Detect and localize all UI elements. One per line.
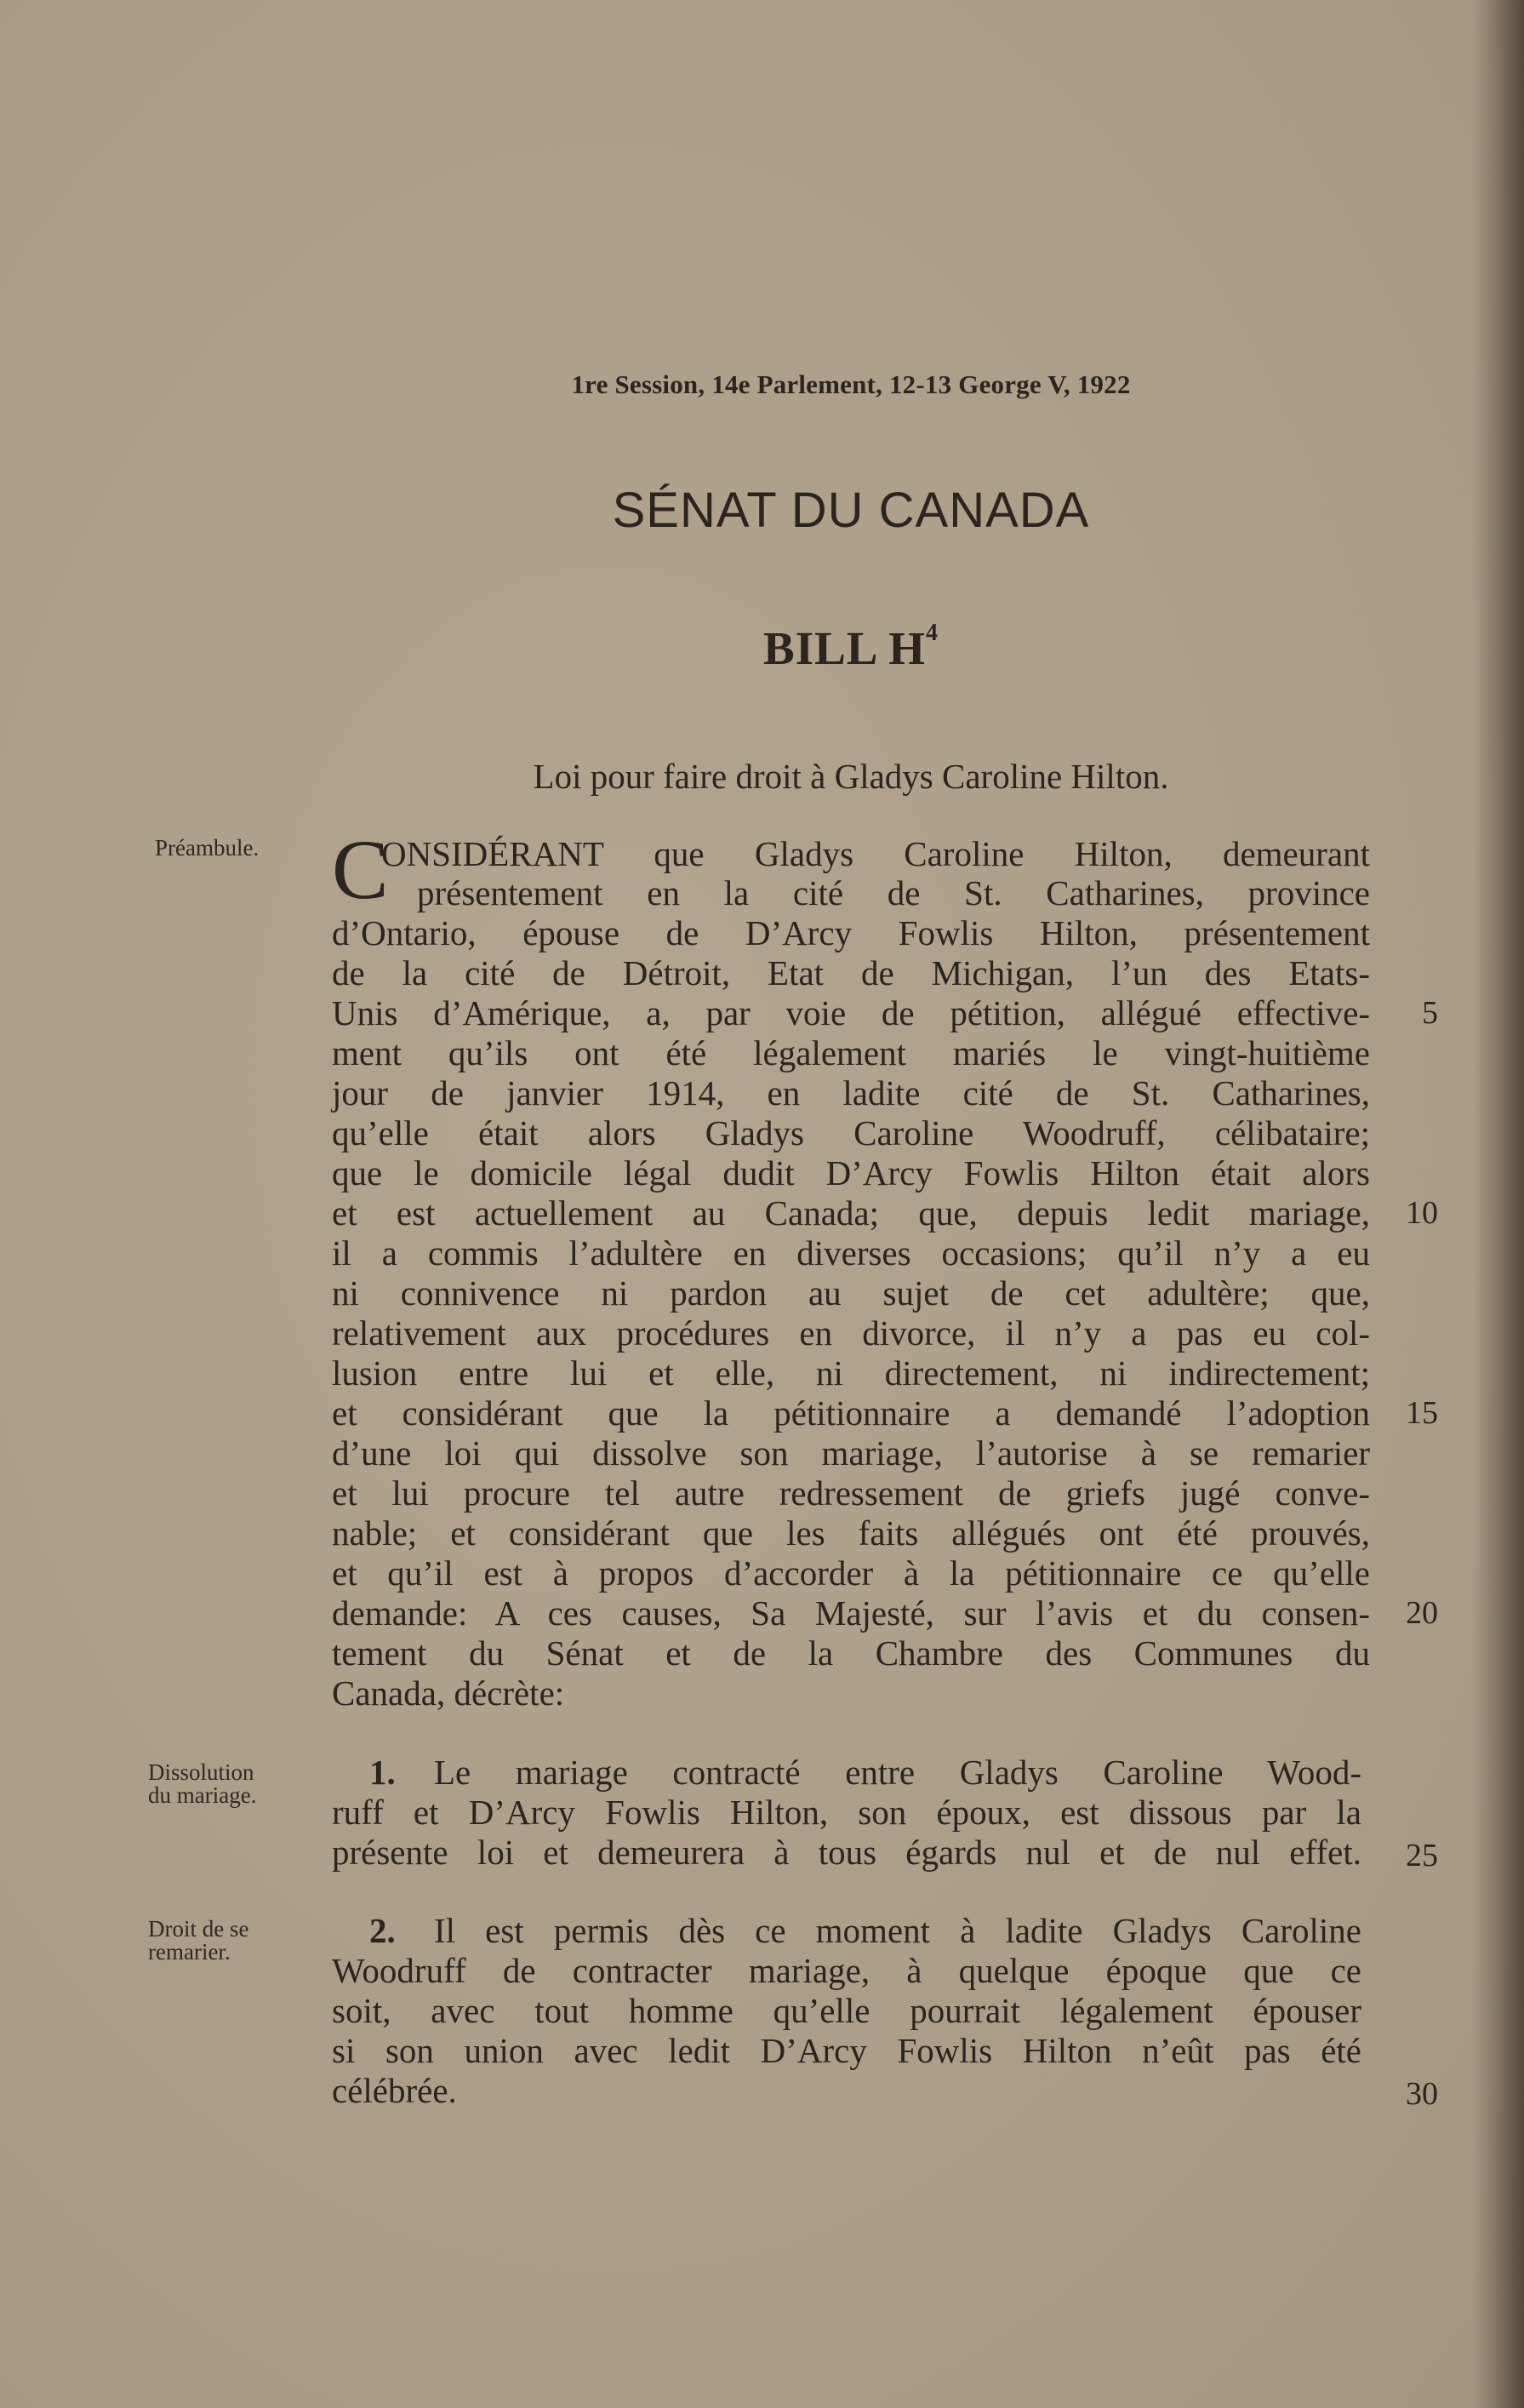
section-2-line: Il est permis dès ce moment à ladite Gladys Caroline [434, 1911, 1361, 1950]
section-2-line: célébrée. [332, 2071, 457, 2110]
section-1-line: ruff et D’Arcy Fowlis Hilton, son époux, est dissous par la [332, 1793, 1361, 1832]
preamble-line: de la cité de Détroit, Etat de Michigan, l’un des Etats- [332, 953, 1370, 992]
preamble-line: nable; et considérant que les faits allégués ont été prouvés, [332, 1513, 1370, 1553]
preamble-line: présentement en la cité de St. Catharines, province [417, 873, 1370, 912]
preamble-line: Canada, décrète: [332, 1673, 565, 1713]
preamble-line: et est actuellement au Canada; que, depuis ledit mariage, [332, 1193, 1370, 1233]
section-1-number: 1. [369, 1753, 396, 1792]
line-number: 10 [1406, 1195, 1438, 1231]
section-1-line: présente loi et demeurera à tous égards nul et de nul effet. [332, 1833, 1361, 1872]
section-2-line: Woodruff de contracter mariage, à quelque époque que ce [332, 1951, 1361, 1990]
preamble-line: d’Ontario, épouse de D’Arcy Fowlis Hilton, présentement [332, 913, 1370, 952]
section-2-number: 2. [369, 1911, 396, 1950]
bill-title-superscript: 4 [925, 620, 939, 646]
bill-title-main: BILL H [763, 622, 926, 674]
line-number: 5 [1422, 995, 1438, 1031]
margin-note-dissolution-line1: Dissolution [148, 1759, 254, 1785]
preamble-line: demande: A ces causes, Sa Majesté, sur l’avis et du consen- [332, 1593, 1370, 1633]
preamble-line: tement du Sénat et de la Chambre des Communes du [332, 1633, 1370, 1673]
preamble-line: relativement aux procédures en divorce, il n’y a pas eu col- [332, 1313, 1370, 1353]
bill-subtitle: Loi pour faire droit à Gladys Caroline Hilton. [533, 757, 1169, 796]
section-2-line: si son union avec ledit D’Arcy Fowlis Hilton n’eût pas été [332, 2031, 1361, 2070]
margin-note-remarry-line1: Droit de se [148, 1916, 249, 1942]
line-number: 15 [1406, 1395, 1438, 1431]
margin-note-dissolution-line2: du mariage. [148, 1782, 257, 1808]
preamble-line: ONSIDÉRANT que Gladys Caroline Hilton, demeurant [381, 834, 1370, 873]
margin-note-preamble: Préambule. [155, 835, 260, 861]
preamble-line: jour de janvier 1914, en ladite cité de St. Catharines, [332, 1073, 1370, 1112]
preamble-line: lusion entre lui et elle, ni directement, ni indirectement; [332, 1353, 1370, 1393]
section-2-line: soit, avec tout homme qu’elle pourrait légalement épouser [332, 1991, 1361, 2030]
preamble-line: qu’elle était alors Gladys Caroline Woodruff, célibataire; [332, 1113, 1370, 1153]
preamble-line: d’une loi qui dissolve son mariage, l’autorise à se remarier [332, 1433, 1370, 1473]
preamble-line: que le domicile légal dudit D’Arcy Fowlis Hilton était alors [332, 1153, 1370, 1193]
line-number: 30 [1406, 2076, 1438, 2112]
line-number: 20 [1406, 1595, 1438, 1631]
line-number: 25 [1406, 1838, 1438, 1873]
preamble-line: ment qu’ils ont été légalement mariés le vingt-huitième [332, 1033, 1370, 1072]
bill-title [0, 621, 1524, 675]
page-edge-shadow [1473, 0, 1524, 2408]
session-heading: 1re Session, 14e Parlement, 12-13 George V, 1922 [571, 369, 1131, 399]
preamble-line: Unis d’Amérique, a, par voie de pétition, allégué effective- [332, 993, 1370, 1032]
preamble-drop-cap: C [332, 822, 389, 917]
preamble-line: et qu’il est à propos d’accorder à la pétitionnaire ce qu’elle [332, 1553, 1370, 1593]
margin-note-remarry-line2: remarier. [148, 1939, 231, 1965]
preamble-line: et lui procure tel autre redressement de griefs jugé conve- [332, 1473, 1370, 1513]
section-1-line: Le mariage contracté entre Gladys Caroline Wood- [434, 1753, 1361, 1792]
preamble-line: ni connivence ni pardon au sujet de cet adultère; que, [332, 1273, 1370, 1313]
senate-heading: SÉNAT DU CANADA [612, 483, 1090, 538]
preamble-line: et considérant que la pétitionnaire a demandé l’adoption [332, 1393, 1370, 1433]
preamble-line: il a commis l’adultère en diverses occasions; qu’il n’y a eu [332, 1233, 1370, 1273]
